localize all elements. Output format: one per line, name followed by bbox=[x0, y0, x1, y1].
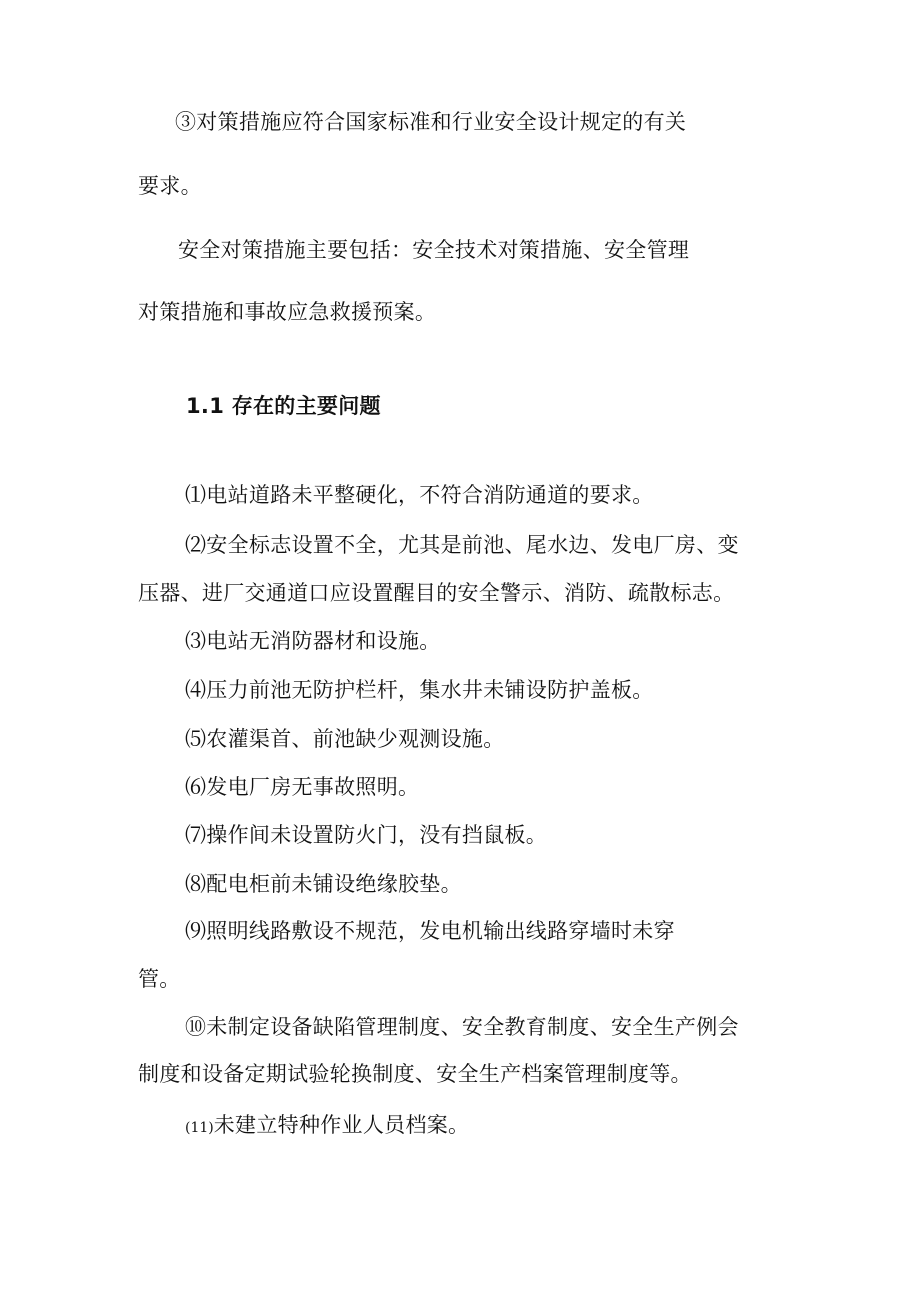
issue-item: ⑼照明线路敷设不规范，发电机输出线路穿墙时未穿 bbox=[185, 919, 675, 943]
issue-number: (11) bbox=[185, 1120, 214, 1136]
issue-item-continuation: 压器、进厂交通道口应设置醒目的安全警示、消防、疏散标志。 bbox=[138, 581, 735, 605]
issue-item bbox=[185, 1111, 469, 1142]
issue-item: ⑸农灌渠首、前池缺少观测设施。 bbox=[185, 727, 505, 751]
issue-item: ⑷压力前池无防护栏杆，集水井未铺设防护盖板。 bbox=[185, 678, 654, 702]
paragraph-line: ③对策措施应符合国家标准和行业安全设计规定的有关 bbox=[175, 110, 687, 134]
issue-item: ⑶电站无消防器材和设施。 bbox=[185, 629, 441, 653]
issue-item-continuation: 制度和设备定期试验轮换制度、安全生产档案管理制度等。 bbox=[138, 1062, 692, 1086]
issue-item: ⑵安全标志设置不全，尤其是前池、尾水边、发电厂房、变 bbox=[185, 533, 739, 557]
section-heading: 1.1 存在的主要问题 bbox=[186, 394, 381, 418]
issue-item: ⑺操作间未设置防火门，没有挡鼠板。 bbox=[185, 823, 548, 847]
issue-item: ⑴电站道路未平整硬化，不符合消防通道的要求。 bbox=[185, 483, 654, 507]
issue-item-continuation: 管。 bbox=[138, 967, 181, 991]
issue-item: ⑻配电柜前未铺设绝缘胶垫。 bbox=[185, 872, 462, 896]
paragraph-line: 安全对策措施主要包括：安全技术对策措施、安全管理 bbox=[178, 238, 690, 262]
issue-item: ⑹发电厂房无事故照明。 bbox=[185, 775, 420, 799]
issue-text: 未建立特种作业人员档案。 bbox=[213, 1113, 470, 1137]
issue-item: ⑩未制定设备缺陷管理制度、安全教育制度、安全生产例会 bbox=[185, 1015, 739, 1039]
paragraph-line: 对策措施和事故应急救援预案。 bbox=[138, 300, 437, 324]
paragraph-line: 要求。 bbox=[138, 174, 202, 198]
